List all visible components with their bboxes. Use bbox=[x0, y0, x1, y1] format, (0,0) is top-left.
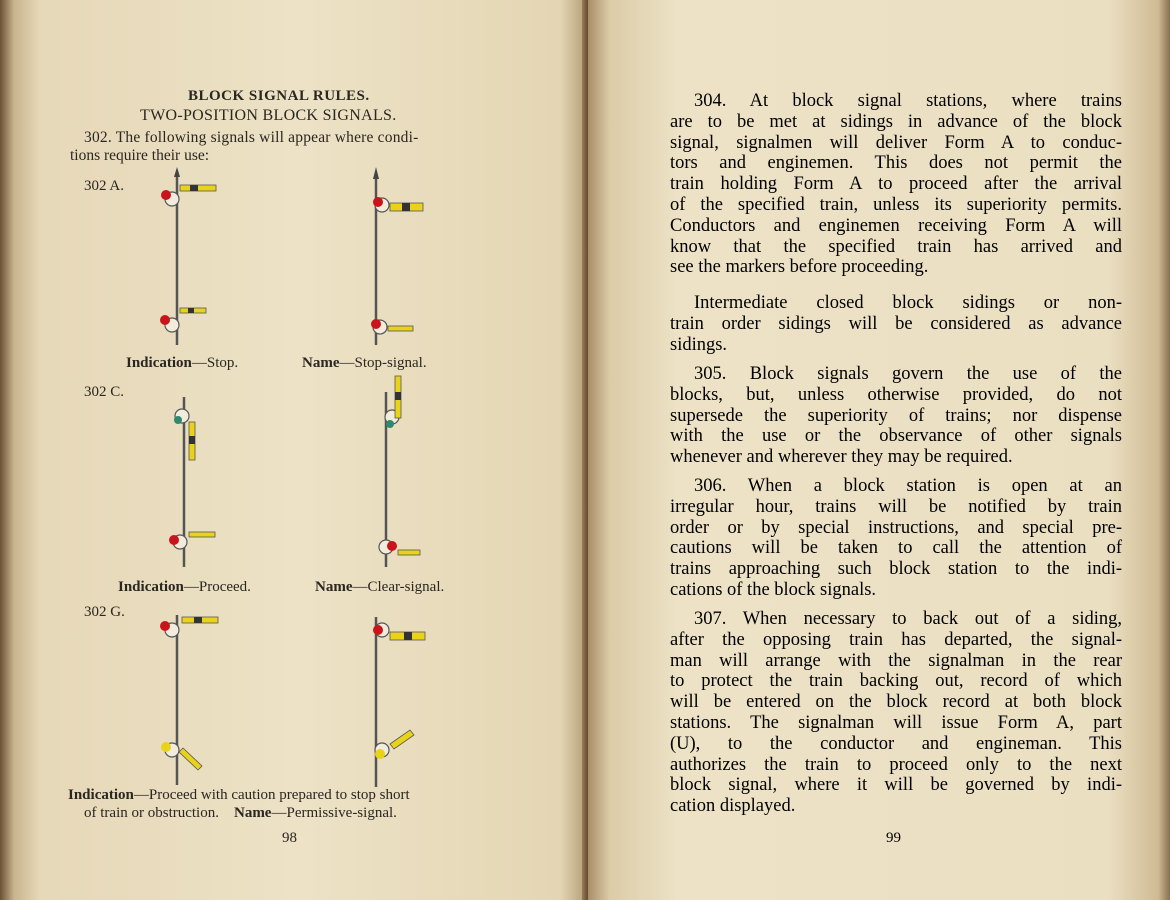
paragraph-line: stations. The signalman will issue Form A, part bbox=[670, 712, 1122, 733]
paragraph-line: see the markers before proceeding. bbox=[670, 257, 929, 278]
page-number-left: 98 bbox=[282, 830, 297, 846]
paragraph-line: supersede the superiority of trains; nor dispense bbox=[670, 405, 1122, 426]
paragraph-line: are to be met at sidings in advance of the block bbox=[670, 111, 1122, 132]
signal-illustration-302g-right bbox=[360, 612, 440, 792]
signal-illustration-302a-right bbox=[360, 165, 440, 350]
paragraph-line: blocks, but, unless otherwise provided, do not bbox=[670, 384, 1122, 405]
paragraph-line: of the specified train, unless its superiority permits. bbox=[670, 194, 1122, 215]
paragraph-line: tors and enginemen. This does not permit the bbox=[670, 153, 1122, 174]
paragraph-line: authorizes the train to proceed only to the next bbox=[670, 754, 1122, 775]
paragraph-line: with the use or the observance of other signals bbox=[670, 426, 1122, 447]
paragraph-307 bbox=[670, 609, 1122, 817]
caption-name-stop: Name—Stop-signal. bbox=[302, 355, 427, 371]
signal-illustration-302c-left bbox=[160, 392, 240, 572]
paragraph-line: cation displayed. bbox=[670, 796, 796, 817]
paragraph-line: cations of the block signals. bbox=[670, 579, 877, 600]
caption-indication-caution-cont: of train or obstruction. Name—Permissive-signal. bbox=[84, 805, 397, 821]
paragraph-line: Conductors and enginemen receiving Form A will bbox=[670, 215, 1122, 236]
paragraph-line: to protect the train backing out, record of which bbox=[670, 671, 1122, 692]
signal-illustration-302a-left bbox=[150, 165, 230, 350]
paragraph-line: (U), to the conductor and engineman. This bbox=[670, 733, 1122, 754]
paragraph-line: train order sidings will be considered as advance bbox=[670, 313, 1122, 334]
paragraph-line: signal, signalmen will deliver Form A to conduc- bbox=[670, 132, 1122, 153]
paragraph-line: whenever and wherever they may be required. bbox=[670, 447, 1013, 468]
signal-illustration-302c-right bbox=[370, 372, 450, 572]
paragraph-intermediate bbox=[670, 293, 1122, 355]
paragraph-line: train holding Form A to proceed after the arrival bbox=[670, 174, 1122, 195]
paragraph-line: irregular hour, trains will be notified by train bbox=[670, 496, 1122, 517]
page-subtitle: TWO-POSITION BLOCK SIGNALS. bbox=[140, 107, 397, 124]
page-number-right: 99 bbox=[886, 830, 901, 846]
paragraph-304 bbox=[670, 91, 1122, 278]
paragraph-line: block signal, where it will be governed by indi- bbox=[670, 775, 1122, 796]
paragraph-line: trains approaching such block station to the indi- bbox=[670, 559, 1122, 580]
section-label-302a: 302 A. bbox=[84, 178, 125, 194]
section-label-302c: 302 C. bbox=[84, 384, 125, 400]
signal-illustration-302g-left bbox=[150, 610, 230, 790]
paragraph-line: cautions will be taken to call the attention of bbox=[670, 538, 1122, 559]
page-title: BLOCK SIGNAL RULES. bbox=[188, 88, 370, 104]
paragraph-line: man will arrange with the signalman in the rear bbox=[670, 650, 1122, 671]
paragraph-306 bbox=[670, 476, 1122, 601]
caption-indication-proceed: Indication—Proceed. bbox=[118, 579, 251, 595]
paragraph-line: 304. At block signal stations, where trains bbox=[694, 91, 1122, 111]
intro-line-1: 302. The following signals will appear where condi- bbox=[84, 129, 419, 146]
paragraph-line: 305. Block signals govern the use of the bbox=[694, 364, 1122, 384]
paragraph-line: after the opposing train has departed, the signal- bbox=[670, 629, 1122, 650]
paragraph-line: know that the specified train has arrived and bbox=[670, 236, 1122, 257]
paragraph-305 bbox=[670, 364, 1122, 468]
caption-indication-stop: Indication—Stop. bbox=[126, 355, 239, 371]
section-label-302g: 302 G. bbox=[84, 604, 125, 620]
caption-indication-caution: Indication—Proceed with caution prepared to stop short bbox=[68, 787, 410, 803]
paragraph-line: sidings. bbox=[670, 334, 728, 355]
paragraph-line: Intermediate closed block sidings or non- bbox=[694, 293, 1122, 313]
paragraph-line: will be entered on the block record at both block bbox=[670, 692, 1122, 713]
intro-line-2: tions require their use: bbox=[70, 147, 210, 164]
caption-name-clear: Name—Clear-signal. bbox=[315, 579, 445, 595]
paragraph-line: 307. When necessary to back out of a siding, bbox=[694, 609, 1122, 629]
paragraph-line: 306. When a block station is open at an bbox=[694, 476, 1122, 496]
paragraph-line: order or by special instructions, and special pre- bbox=[670, 517, 1122, 538]
